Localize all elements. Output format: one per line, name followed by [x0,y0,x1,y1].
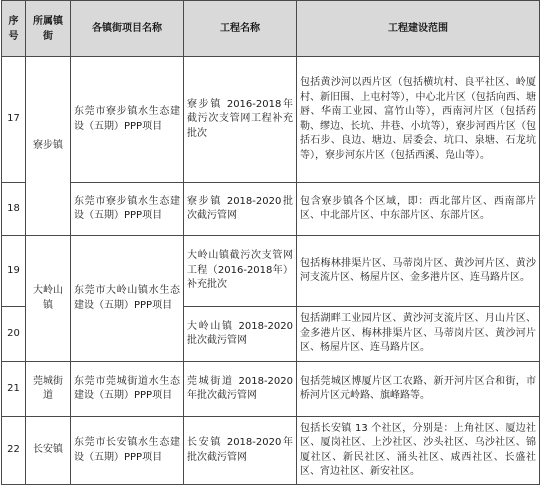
header-town: 所属镇街 [26,1,71,57]
seq-cell: 22 [2,417,26,485]
town-cell: 寮步镇 [26,57,71,236]
project-cell: 东莞市长安镇水生态建设（五期）PPP项目 [71,417,184,485]
seq-cell: 20 [2,307,26,362]
eng-name-cell: 大岭山镇 2018-2020批次截污管网 [184,307,297,362]
town-cell: 长安镇 [26,417,71,485]
scope-cell: 包括长安镇 13 个社区，分别是：上角社区、厦边社区、厦岗社区、上沙社区、沙头社区、乌沙社区、锦厦社区、新民社区、涌头社区、咸西社区、长盛社区、宵边社区、新安社区。 [297,417,540,485]
header-scope: 工程建设范围 [297,1,540,57]
scope-cell: 包含寮步镇各个区域，即：西北部片区、西南部片区、中北部片区、中东部片区、东部片区。 [297,183,540,236]
town-cell: 大岭山镇 [26,236,71,362]
seq-cell: 19 [2,236,26,307]
project-cell: 东莞市大岭山镇水生态建设（五期）PPP项目 [71,236,184,362]
scope-cell: 包括黄沙河以西片区（包括横坑村、良平社区、岭厦村、新旧围、上屯村等），中心北片区（包括向西、塘唇、华南工业园、富竹山等），西南河片区（包括药勒、缪边、长坑、井巷、小坑等），寮步河西片区（包括石步、良边、塘边、居委会、坑口、泉塘、石龙坑等），寮步河东片区（包括西溪、凫山等）。 [297,57,540,183]
header-project: 各镇街项目名称 [71,1,184,57]
table-row [2,57,540,183]
town-cell: 莞城街道 [26,362,71,417]
eng-name-cell: 莞城街道 2018-2020年批次截污管网 [184,362,297,417]
table-row [2,183,540,236]
project-cell: 东莞市寮步镇水生态建设（五期）PPP项目 [71,57,184,183]
project-table [1,0,540,485]
project-cell: 东莞市莞城街道水生态建设（五期）PPP项目 [71,362,184,417]
scope-cell: 包括湖畔工业园片区、黄沙河支流片区、月山片区、金多港片区、梅林排渠片区、马蒂岗片区、黄沙河片区、杨屋片区、连马路片区。 [297,307,540,362]
seq-cell: 21 [2,362,26,417]
table-row [2,417,540,485]
table-row [2,362,540,417]
eng-name-cell: 寮步镇 2016-2018年截污次支管网工程补充批次 [184,57,297,183]
eng-name-cell: 大岭山镇截污次支管网工程（2016-2018年）补充批次 [184,236,297,307]
header-seq: 序号 [2,1,26,57]
seq-cell: 17 [2,57,26,183]
eng-name-cell: 寮步镇 2018-2020批次截污管网 [184,183,297,236]
table-row [2,236,540,307]
table-header-row [2,1,540,57]
header-eng-name: 工程名称 [184,1,297,57]
seq-cell: 18 [2,183,26,236]
scope-cell: 包括莞城区博厦片区工农路、新开河片区合和街，市桥河片区元岭路、旗峰路等。 [297,362,540,417]
scope-cell: 包括梅林排渠片区、马蒂岗片区、黄沙河片区、黄沙河支流片区、杨屋片区、金多港片区、连马路片区。 [297,236,540,307]
project-cell: 东莞市寮步镇水生态建设（五期）PPP项目 [71,183,184,236]
eng-name-cell: 长安镇 2018-2020年批次截污管网 [184,417,297,485]
